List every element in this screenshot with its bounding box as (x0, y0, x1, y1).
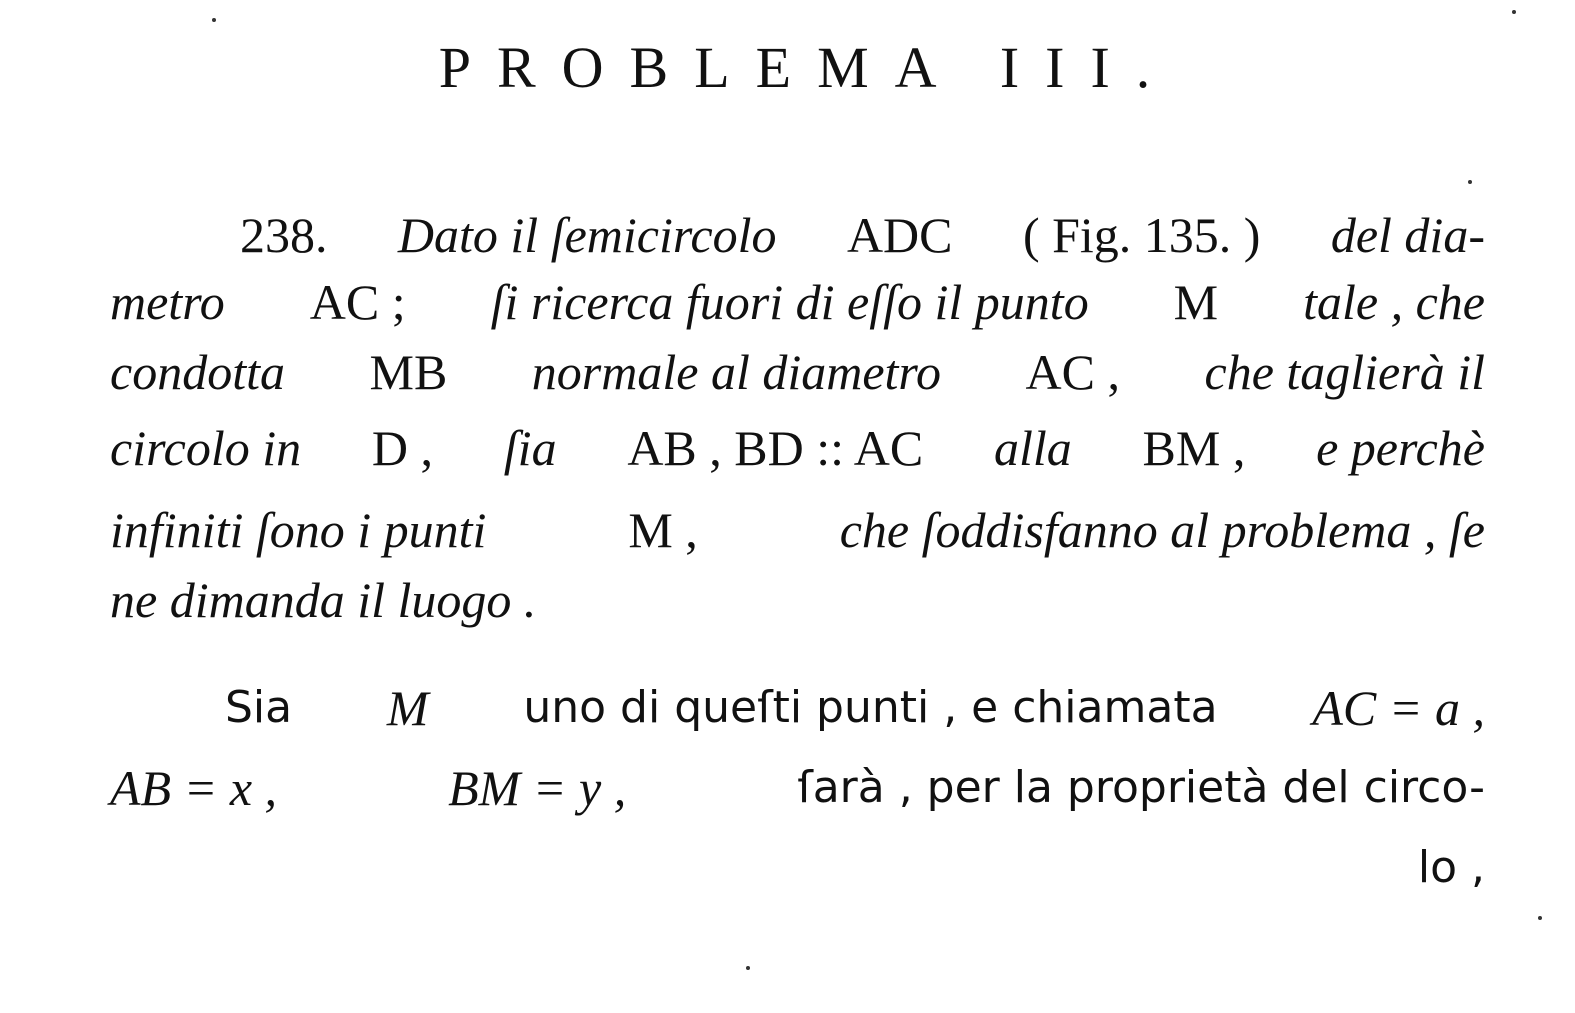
text-span: uno di queſti punti , e chiamata (523, 682, 1218, 733)
text-span: AC ; (309, 274, 406, 330)
text-span: Dato il ſemicircolo (397, 207, 777, 263)
text-span: che ſoddisfanno al problema , ſe (839, 502, 1485, 558)
text-span: ſarà , per la proprietà del circo- (797, 762, 1485, 813)
text-span: M (1173, 274, 1219, 330)
math-expression: AC = a , (1312, 680, 1485, 736)
text-span: ſi ricerca fuori di eſſo il punto (490, 274, 1089, 330)
statement-line-4 (110, 418, 1485, 478)
print-speck (1512, 10, 1516, 14)
figure-reference: ( Fig. 135. ) (1022, 207, 1261, 263)
body-line-1 (225, 678, 1485, 738)
text-span: ſia (503, 420, 557, 476)
text-span: ADC (846, 207, 953, 263)
text-span: BM , (1142, 420, 1246, 476)
text-span: circolo in (110, 420, 302, 476)
statement-line-2 (110, 272, 1485, 332)
catchword: lo , (1417, 842, 1485, 893)
text-span: ne dimanda il luogo . (110, 572, 537, 628)
math-expression: AB = x , (110, 760, 278, 816)
body-line-2 (110, 758, 1485, 818)
page-title: PROBLEMA III. (438, 35, 1177, 100)
print-speck (746, 966, 750, 970)
text-span: che taglierà il (1204, 344, 1485, 400)
print-speck (1538, 916, 1542, 920)
text-span: AC , (1025, 344, 1120, 400)
statement-line-1 (240, 205, 1485, 265)
article-number: 238. (240, 207, 328, 263)
statement-line-3 (110, 342, 1485, 402)
math-expression: BM = y , (448, 760, 627, 816)
print-speck (212, 18, 216, 22)
text-span: condotta (110, 344, 285, 400)
text-span: alla (993, 420, 1072, 476)
text-span: MB (369, 344, 448, 400)
print-speck (1468, 180, 1472, 184)
text-span: normale al diametro (531, 344, 942, 400)
text-span: Sia (225, 682, 293, 733)
statement-line-5 (110, 500, 1485, 560)
text-span: del dia- (1330, 207, 1485, 263)
text-span: infiniti ſono i punti (110, 502, 487, 558)
text-span: D , (371, 420, 434, 476)
statement-line-6 (110, 570, 1485, 630)
text-span: metro (110, 274, 225, 330)
text-span: M , (628, 502, 698, 558)
text-span: AB , BD :: AC (627, 420, 924, 476)
math-variable: M (386, 680, 429, 736)
text-span: tale , che (1303, 274, 1485, 330)
text-span: e perchè (1316, 420, 1485, 476)
body-line-3 (110, 838, 1485, 898)
